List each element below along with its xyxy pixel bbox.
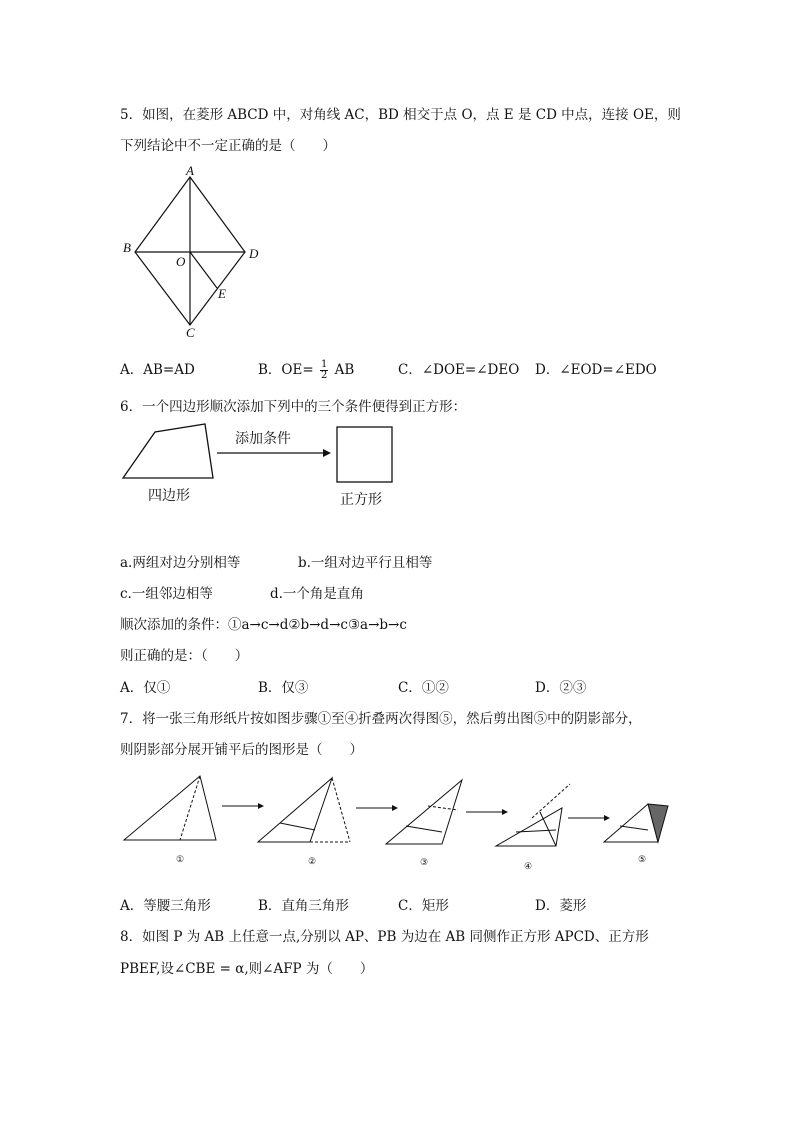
step-label-5: ⑤ <box>638 854 647 864</box>
step3-shape <box>386 780 462 844</box>
q5-option-d[interactable]: D．∠EOD=∠EDO <box>535 362 657 378</box>
q6-condition-d: d.一个角是直角 <box>270 586 364 602</box>
q7-option-c[interactable]: C．矩形 <box>398 898 449 914</box>
q7-stem-line2: 则阴影部分展开铺平后的图形是（ ） <box>120 742 363 758</box>
q5-option-c[interactable]: C．∠DOE=∠DEO <box>398 362 520 378</box>
q6-condition-b: b.一组对边平行且相等 <box>298 555 433 571</box>
q5-option-b-suffix: AB <box>334 362 355 378</box>
q6-ask: 则正确的是：（ ） <box>120 648 249 664</box>
q6-order-list: 顺次添加的条件：①a→c→d②b→d→c③a→b→c <box>120 617 407 633</box>
q6-quad-to-square-figure <box>115 420 405 520</box>
label-o: O <box>176 254 186 269</box>
q6-option-b[interactable]: B．仅③ <box>258 680 309 696</box>
step-label-4: ④ <box>524 861 533 871</box>
q5-stem-line2: 下列结论中不一定正确的是（ ） <box>120 138 336 154</box>
q7-folding-steps-figure <box>120 770 680 875</box>
q6-stem: 6．一个四边形顺次添加下列中的三个条件便得到正方形： <box>120 399 467 415</box>
step-label-1: ① <box>176 854 185 864</box>
label-d: D <box>249 246 259 261</box>
step-label-2: ② <box>308 856 317 866</box>
q7-option-b[interactable]: B．直角三角形 <box>258 898 349 914</box>
q5-option-b[interactable] <box>258 358 354 381</box>
q8-stem-line1: 8．如图 P 为 AB 上任意一点,分别以 AP、PB 为边在 AB 同侧作正方形 APCD、正方形 <box>120 929 649 945</box>
q5-option-a[interactable]: A．AB=AD <box>120 362 195 378</box>
quadrilateral-shape <box>123 424 213 478</box>
q6-option-d[interactable]: D．②③ <box>535 680 587 696</box>
q6-option-a[interactable]: A．仅① <box>120 680 171 696</box>
q7-option-a[interactable]: A．等腰三角形 <box>120 898 211 914</box>
quad-caption: 四边形 <box>148 487 190 503</box>
step4-shape <box>496 808 562 846</box>
step-label-3: ③ <box>420 857 429 867</box>
q8-stem-line2: PBEF,设∠CBE = α,则∠AFP 为（ ） <box>120 961 374 977</box>
arrow-label: 添加条件 <box>235 430 291 446</box>
q6-condition-a: a.两组对边分别相等 <box>120 555 241 571</box>
square-shape <box>337 427 392 482</box>
label-e: E <box>218 286 226 301</box>
q6-condition-c: c.一组邻边相等 <box>120 586 213 602</box>
square-caption: 正方形 <box>340 491 382 507</box>
label-c: C <box>186 325 195 340</box>
q5-rhombus-figure <box>115 165 275 345</box>
segment-oe <box>190 252 217 288</box>
q7-stem-line1: 7．将一张三角形纸片按如图步骤①至④折叠两次得图⑤，然后剪出图⑤中的阴影部分， <box>120 711 642 727</box>
label-a: A <box>186 163 194 178</box>
step2-shape <box>258 778 332 842</box>
q5-option-b-prefix: B．OE= <box>258 362 314 378</box>
q6-option-c[interactable]: C．①② <box>398 680 449 696</box>
q7-option-d[interactable]: D．菱形 <box>535 898 587 914</box>
label-b: B <box>123 240 131 255</box>
q5-stem-line1: 5．如图，在菱形 ABCD 中，对角线 AC，BD 相交于点 O，点 E 是 CD 中点，连接 OE，则 <box>120 107 681 123</box>
step1-triangle <box>124 776 216 840</box>
shaded-region <box>648 804 668 842</box>
fraction-denominator: 2 <box>320 370 328 381</box>
fraction-numerator: 1 <box>320 359 328 370</box>
fraction-half <box>320 360 328 381</box>
